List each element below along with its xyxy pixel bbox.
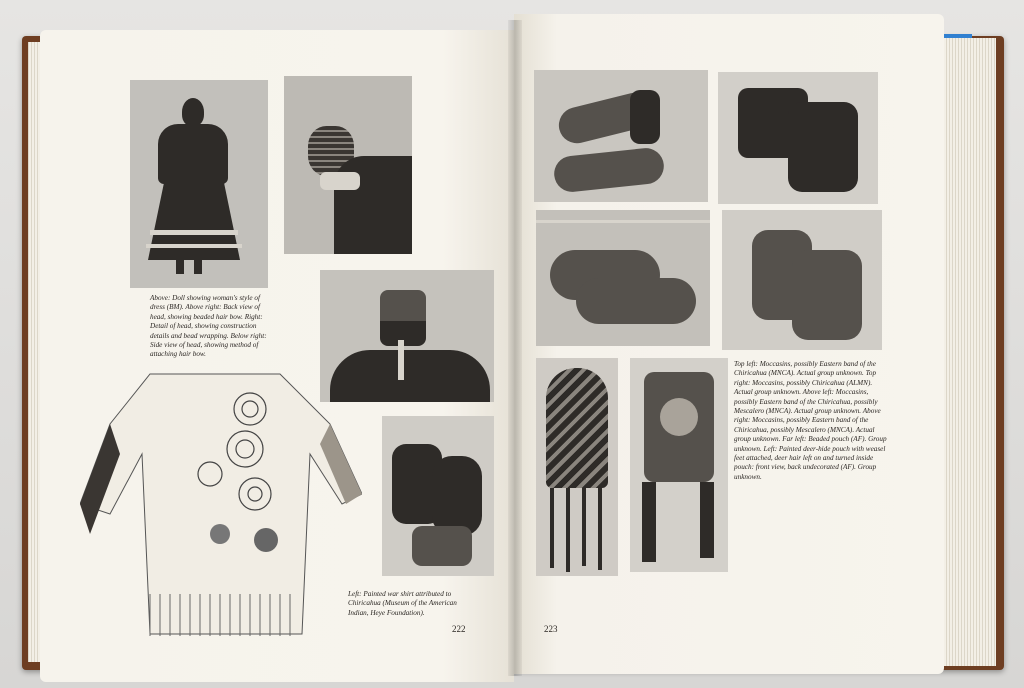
- page-number-right: 223: [544, 624, 558, 634]
- page-number-left: 222: [452, 624, 466, 634]
- right-page: [514, 14, 944, 674]
- caption-doll: Above: Doll showing woman's style of dress (BM). Above right: Back view of head, showing beaded hair bow. Right: Detail of head, showing construction details and bead wrapping. Below right: Side view of head, showing method of attaching hair bow.: [150, 294, 267, 359]
- photo-moccasins-top-left: [534, 70, 708, 202]
- book-gutter: [508, 20, 522, 676]
- photo-beaded-pouch: [536, 358, 618, 576]
- caption-moccasins-pouches: Top left: Moccasins, possibly Eastern band of the Chiricahua (MNCA). Actual group unknown. Top right: Moccasins, possibly Chiricahua (ALMN). Actual group unknown. Above left: Moccasins, possibly Eastern band of the Chiricahua, possibly Mescalero (MNCA). Actual group unknown. Above right: Moccasins, possibly Eastern band of the Chiricahua, possibly Mescalero (MNCA). Actual group unknown. Far left: Beaded pouch (AF). Group unknown. Left: Painted deer-hide pouch with weasel feet attached, deer hair left on and turned inside pouch: front view, back undecorated (AF). Group unknown.: [734, 360, 887, 481]
- photo-moccasins-above-right: [722, 210, 882, 350]
- photo-doll-head-back: [284, 76, 412, 254]
- war-shirt-drawing: [80, 364, 362, 646]
- page-edges-right: [944, 38, 996, 666]
- photo-doll-front: [130, 80, 268, 288]
- caption-war-shirt: Left: Painted war shirt attributed to Chiricahua (Museum of the American Indian, Heye Foundation).: [348, 590, 457, 617]
- photo-moccasins-top-right: [718, 72, 878, 204]
- photo-doll-head-side: [382, 416, 494, 576]
- photo-moccasins-above-left: [536, 210, 710, 346]
- left-page: [40, 30, 514, 682]
- photo-painted-pouch: [630, 358, 728, 572]
